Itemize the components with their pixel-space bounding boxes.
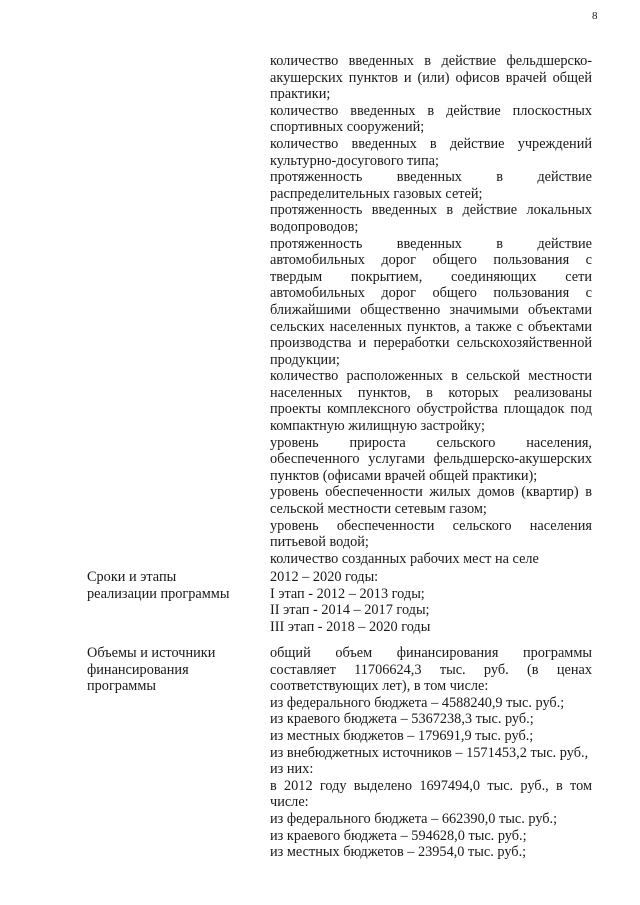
- funding-source: из краевого бюджета – 5367238,3 тыс. руб.;: [270, 711, 534, 728]
- stages-line: I этап - 2012 – 2013 годы;: [270, 585, 425, 602]
- indicator-item: количество введенных в действие учреждений культурно-досугового типа;: [270, 135, 592, 169]
- indicator-item: протяженность введенных в действие автомобильных дорог общего пользования с твердым покрытием, соединяющих сети автомобильных дорог общего пользования с ближайшими общественно значимыми объектами сельских населенных пунктов, а также с объектами производства и переработки сельскохозяйственной продукции;: [270, 235, 592, 368]
- indicator-item: уровень обеспеченности жилых домов (квартир) в сельской местности сетевым газом;: [270, 484, 592, 518]
- funding-source: из федерального бюджета – 4588240,9 тыс. руб.;: [270, 694, 565, 711]
- indicator-item: протяженность введенных в действие локальных водопроводов;: [270, 202, 592, 235]
- funding-of-them: из них:: [270, 761, 314, 778]
- funding-total: общий объем финансирования программы составляет 11706624,3 тыс. руб. (в ценах соответствующих лет), в том числе:: [270, 645, 592, 695]
- funding-content: [270, 645, 592, 861]
- funding-source: из местных бюджетов – 179691,9 тыс. руб.;: [270, 727, 534, 744]
- indicator-item: протяженность введенных в действие распределительных газовых сетей;: [270, 169, 592, 202]
- stages-line: 2012 – 2020 годы:: [270, 569, 379, 585]
- stages-line: II этап - 2014 – 2017 годы;: [270, 602, 430, 619]
- funding-year-2012: в 2012 году выделено 1697494,0 тыс. руб., в том числе:: [270, 777, 592, 811]
- funding-label: Объемы и источники финансирования программы: [87, 645, 216, 695]
- stages-label: Сроки и этапы реализации программы: [87, 569, 230, 602]
- target-indicators-list: [270, 53, 592, 567]
- indicator-item: количество введенных в действие плоскостных спортивных сооружений;: [270, 102, 592, 136]
- indicator-item: уровень обеспеченности сельского населения питьевой водой;: [270, 517, 592, 551]
- page-number: 8: [592, 10, 598, 22]
- stages-line: III этап - 2018 – 2020 годы: [270, 618, 431, 635]
- indicator-item: количество созданных рабочих мест на селе: [270, 550, 539, 567]
- stages-content: [270, 569, 592, 635]
- funding-2012-source: из краевого бюджета – 594628,0 тыс. руб.;: [270, 827, 527, 844]
- indicator-item: количество введенных в действие фельдшерско-акушерских пунктов и (или) офисов врачей общей практики;: [270, 53, 592, 103]
- indicator-item: количество расположенных в сельской местности населенных пунктов, в которых реализованы проекты комплексного обустройства площадок под компактную жилищную застройку;: [270, 368, 592, 435]
- funding-source: из внебюджетных источников – 1571453,2 тыс. руб.,: [270, 744, 589, 761]
- funding-2012-source: из местных бюджетов – 23954,0 тыс. руб.;: [270, 844, 527, 861]
- funding-2012-source: из федерального бюджета – 662390,0 тыс. руб.;: [270, 810, 558, 827]
- indicator-item: уровень прироста сельского населения, обеспеченного услугами фельдшерско-акушерских пунктов (офисами врачей общей практики);: [270, 434, 592, 484]
